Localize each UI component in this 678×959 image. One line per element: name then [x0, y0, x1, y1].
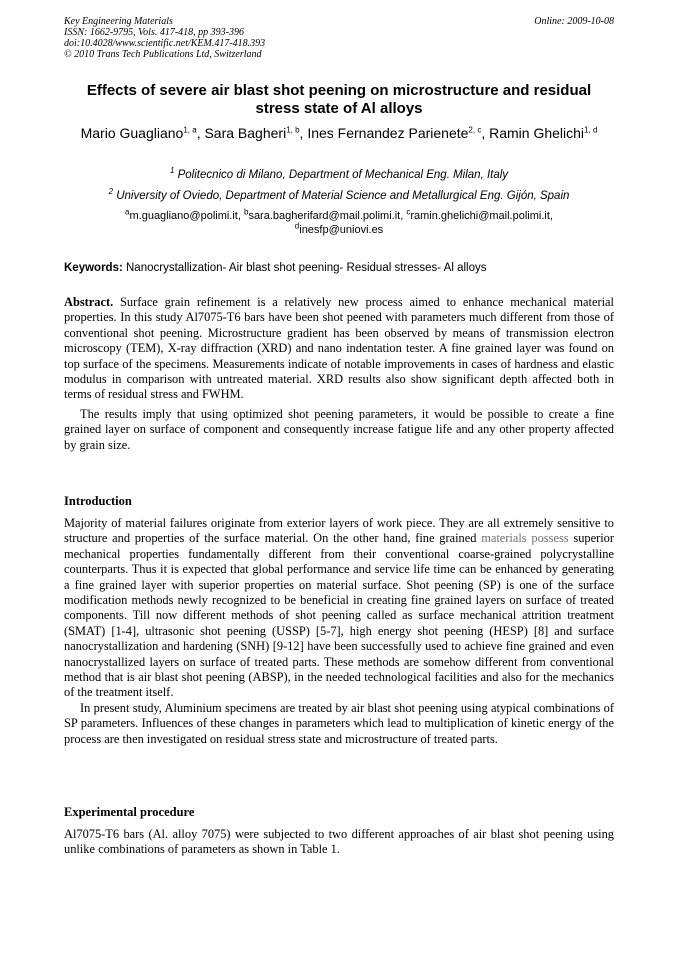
abstract-label: Abstract. [64, 295, 114, 309]
author-name: Ines Fernandez Parienete [307, 125, 469, 141]
doi: doi:10.4028/www.scientific.net/KEM.417-418.393 [64, 38, 266, 49]
affiliation-sup: 2 [108, 187, 114, 197]
author-name: Ramin Ghelichi [489, 125, 585, 141]
affiliation-text: University of Oviedo, Department of Material Science and Metallurgical Eng. Gijón, Spain [116, 190, 570, 202]
experimental-heading: Experimental procedure [64, 805, 195, 819]
introduction-paragraph: In present study, Aluminium specimens are treated by air blast shot peening using atypical combinations of SP parameters. Influences of these changes in parameters which lead to multiplication of kinetic energy of the process are then investigated on residual stress state and microstructure of treated parts. [64, 700, 614, 746]
email-link[interactable]: sara.bagherifard@mail.polimi.it, [248, 210, 407, 222]
keywords-text: Nanocrystallization- Air blast shot peening- Residual stresses- Al alloys [126, 262, 487, 274]
author-sup: 2, c [468, 125, 482, 135]
affiliation-sup: 1 [169, 166, 175, 176]
journal-header [64, 16, 265, 60]
affiliation-1 [64, 168, 614, 182]
introduction-heading: Introduction [64, 494, 132, 508]
email-link[interactable]: inesfp@uniovi.es [299, 224, 384, 236]
email-link[interactable]: m.guagliano@polimi.it, [129, 210, 244, 222]
author-list: Mario Guagliano$^{1, a}$, Sara Bagheri$^{1, b}$, Ines Fernandez Parienete$^{2, c}$, Ramin Ghelichi$^{1, d}$ [80, 125, 598, 141]
affiliation-2 [64, 189, 614, 203]
affiliation-text: Politecnico di Milano, Department of Mechanical Eng. Milan, Italy [177, 169, 509, 181]
abstract-paragraph: The results imply that using optimized shot peening parameters, it would be possible to create a fine grained layer on surface of component and consequently increase fatigue life and any other property affected by grain size. [64, 406, 614, 452]
keywords-label: Keywords: [64, 262, 123, 274]
email-list: $^a$m.guagliano@polimi.it, $^b$sara.bagherifard@mail.polimi.it, $^c$ramin.ghelichi@mail.polimi.it, $^d$inesfp@uniovi.es [125, 207, 553, 236]
introduction-paragraph: Majority of material failures originate from exterior layers of work piece. They are all extremely sensitive to structure and properties of the surface material. On the other hand, fine grained materials possess superior mechanical properties fundamentally different from their conventional coarse-grained polycrystalline counterparts. Thus it is expected that global performance and service life time can be enhanced by generating a fine grained layer with superior properties on material surface. Shot peening (SP) is one of the surface modification methods newly recognized to be beneficial in creating fine grained layers on surface of treated components. Till now different methods of shot peening called as surface mechanical attrition treatment (SMAT) [1-4], ultrasonic shot peening (USSP) [5-7], high energy shot peening (HESP) [8] and surface nanocrystallization and hardening (SNH) [9-12] have been successfully used to achieve fine grained and even nanocrystallized layers on surface of treated parts. These methods are somehow different from conventional method that is air blast shot peening (ABSP), in the needed technological facilities and also for the mechanics of the treatment itself. [64, 516, 614, 700]
experimental-paragraph: Al7075-T6 bars (Al. alloy 7075) were subjected to two different approaches of air blast shot peening using unlike combinations of parameters as shown in Table 1. [64, 827, 614, 857]
author-sup: 1, a [183, 125, 197, 135]
copyright: © 2010 Trans Tech Publications Ltd, Switzerland [64, 49, 262, 60]
abstract [64, 295, 614, 453]
author-name: Sara Bagheri [204, 125, 287, 141]
abstract-paragraph: Abstract. Surface grain refinement is a relatively new process aimed to enhance mechanical material properties. In this study Al7075-T6 bars have been shot peened with parameters much different from those of conventional shot peening. Microstructure gradient has been observed by means of transmission electron microscopy (TEM), X-ray diffraction (XRD) and nano indentation tester. A fine grained layer was found on top surface of the specimens. Measurements indicate of notable improvements in cases of hardness and elastic modulus in comparison with untreated material. XRD results also show significant depth affected both in terms of residual stress and FWHM. [64, 295, 615, 402]
online-date: Online: 2009-10-08 [534, 16, 614, 27]
journal-name: Key Engineering Materials [64, 16, 173, 27]
author-name: Mario Guagliano [80, 125, 184, 141]
paper-title: Effects of severe air blast shot peening on microstructure and residual stress state of Al alloys [86, 82, 592, 117]
experimental-body [64, 827, 614, 858]
issn: ISSN: 1662-9795, Vols. 417-418, pp 393-396 [64, 27, 244, 38]
introduction-body [64, 516, 614, 747]
author-sup: 1, b [286, 125, 300, 135]
keywords [64, 261, 614, 275]
email-link[interactable]: ramin.ghelichi@mail.polimi.it, [410, 210, 553, 222]
author-sup: 1, d [584, 125, 598, 135]
